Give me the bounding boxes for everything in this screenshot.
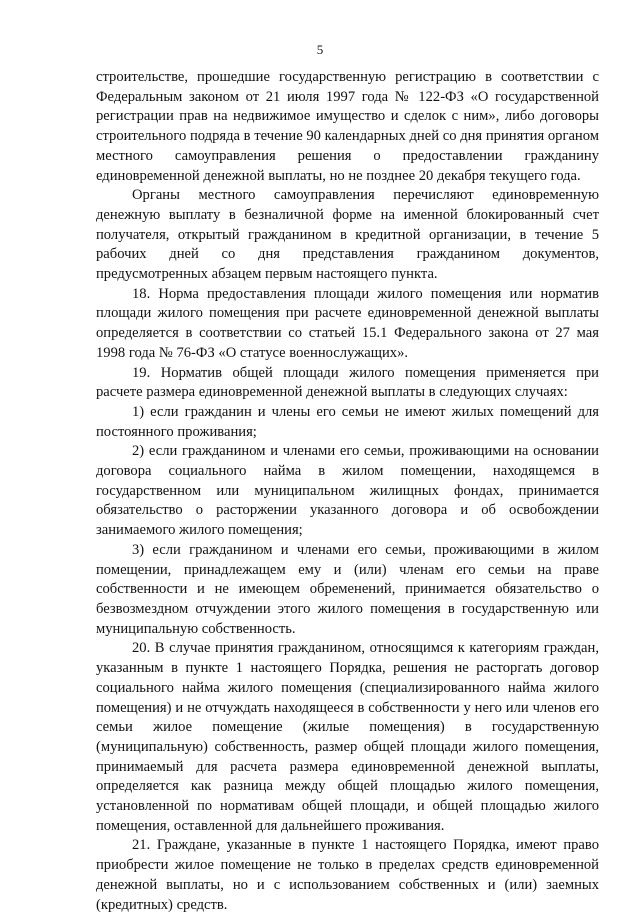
paragraph-payment-transfer: Органы местного самоуправления перечисляют единовременную денежную выплату в безналичной форме на именной блокированный счет получателя, открытый гражданином в кредитной организации, в течение 5 рабочих дней со дня представления гражданином документов, предусмотренных абзацем первым настоящего пункта. — [96, 187, 599, 283]
paragraph-item-19-case-2: 2) если гражданином и членами его семьи, проживающими на основании договора социального найма в жилом помещении, находящемся в государственном или муниципальном жилищных фондах, принимается обязательство о расторжении указанного договора и об освобождении занимаемого жилого помещения; — [96, 443, 599, 539]
paragraph-continuation: строительстве, прошедшие государственную регистрацию в соответствии с Федеральным законом от 21 июля 1997 года № 122-ФЗ «О государственной регистрации прав на недвижимое имущество и сделок с ним», либо договоры строительного подряда в течение 90 календарных дней со дня принятия органом местного самоуправления решения о предоставлении гражданину единовременной денежной выплаты, но не позднее 20 декабря текущего года. — [96, 69, 599, 184]
page-number: 5 — [316, 42, 324, 57]
paragraph-item-19: 19. Норматив общей площади жилого помещения применяется при расчете размера единовременной денежной выплаты в следующих случаях: — [96, 364, 599, 401]
paragraph-item-18: 18. Норма предоставления площади жилого помещения или норматив площади жилого помещения при расчете единовременной денежной выплаты определяется в соответствии со статьей 15.1 Федерального закона от 27 мая 1998 года № 76-ФЗ «О статусе военнослужащих». — [96, 285, 599, 361]
paragraph-item-19-case-1: 1) если гражданин и члены его семьи не имеют жилых помещений для постоянного проживания; — [96, 403, 599, 440]
document-body — [96, 68, 599, 915]
paragraph-item-21: 21. Граждане, указанные в пункте 1 настоящего Порядка, имеют право приобрести жилое помещение не только в пределах средств единовременной денежной выплаты, но и с использованием собственных и (или) заемных (кредитных) средств. — [96, 837, 599, 913]
paragraph-item-19-case-3: 3) если гражданином и членами его семьи, проживающими в жилом помещении, принадлежащем ему и (или) членам его семьи на праве собственности и не имеющем обременений, принимается обязательство о безвозмездном отчуждении этого жилого помещения в государственную или муниципальную собственность. — [96, 541, 599, 637]
paragraph-item-20: 20. В случае принятия гражданином, относящимся к категориям граждан, указанным в пункте 1 настоящего Порядка, решения не расторгать договор социального найма жилого помещения (специализированного найма жилого помещения) и не отчуждать находящееся в собственности у него или членов его семьи жилое помещение (жилые помещения) в государственную (муниципальную) собственность, размер общей площади жилого помещения, принимаемый для расчета размера единовременной денежной выплаты, определяется как разница между общей площадью жилого помещения, установленной по нормативам общей площади, и общей площадью жилого помещения, оставленной для дальнейшего проживания. — [96, 640, 599, 834]
